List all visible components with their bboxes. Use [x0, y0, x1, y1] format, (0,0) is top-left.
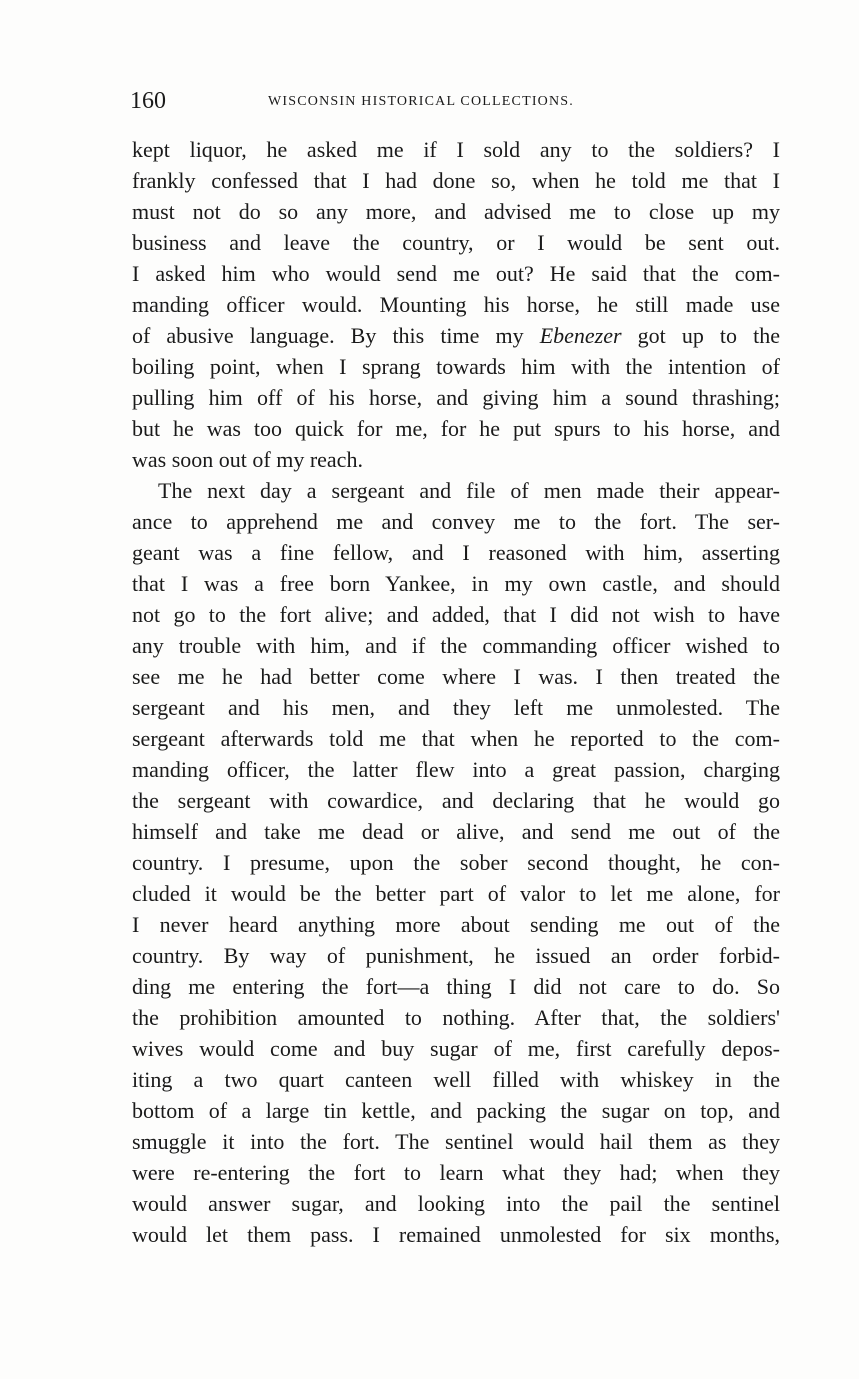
running-head: WISCONSIN HISTORICAL COLLECTIONS.	[268, 94, 574, 109]
text-line: frankly confessed that I had done so, when he told me that I	[132, 168, 780, 193]
italic-word: Ebenezer	[539, 323, 622, 348]
text-line: see me he had better come where I was. I then treated the	[132, 664, 780, 689]
paragraph-1	[132, 134, 780, 475]
text-line: would answer sugar, and looking into the pail the sentinel	[132, 1191, 780, 1216]
text-line: any trouble with him, and if the commanding officer wished to	[132, 633, 780, 658]
text-line: was soon out of my reach.	[132, 447, 363, 472]
text-line: boiling point, when I sprang towards him with the intention of	[132, 354, 780, 379]
text-line: iting a two quart canteen well filled with whiskey in the	[132, 1067, 780, 1092]
text-line: that I was a free born Yankee, in my own castle, and should	[132, 571, 780, 596]
text-line: were re-entering the fort to learn what they had; when they	[132, 1160, 780, 1185]
text-line: the sergeant with cowardice, and declaring that he would go	[132, 788, 780, 813]
text-line: cluded it would be the better part of valor to let me alone, for	[132, 881, 780, 906]
text-line: The next day a sergeant and file of men made their appear-	[158, 478, 780, 503]
text-line: but he was too quick for me, for he put spurs to his horse, and	[132, 416, 780, 441]
text-line: I never heard anything more about sending me out of the	[132, 912, 780, 937]
text-line: geant was a fine fellow, and I reasoned with him, asserting	[132, 540, 780, 565]
text-line: must not do so any more, and advised me to close up my	[132, 199, 780, 224]
text-line: kept liquor, he asked me if I sold any to the soldiers? I	[132, 137, 780, 162]
text-line: sergeant afterwards told me that when he reported to the com-	[132, 726, 780, 751]
text-line: bottom of a large tin kettle, and packing the sugar on top, and	[132, 1098, 780, 1123]
text-line: sergeant and his men, and they left me unmolested. The	[132, 695, 780, 720]
page-header	[130, 86, 780, 116]
text-line: I asked him who would send me out? He said that the com-	[132, 261, 780, 286]
text-line: of abusive language. By this time my Ebenezer got up to the	[132, 323, 780, 348]
text-line: ding me entering the fort—a thing I did not care to do. So	[132, 974, 780, 999]
text-line: business and leave the country, or I would be sent out.	[132, 230, 780, 255]
text-line: ance to apprehend me and convey me to the fort. The ser-	[132, 509, 780, 534]
text-line: himself and take me dead or alive, and send me out of the	[132, 819, 780, 844]
text-line: manding officer, the latter flew into a great passion, charging	[132, 757, 780, 782]
text-line: not go to the fort alive; and added, that I did not wish to have	[132, 602, 780, 627]
text-line: manding officer would. Mounting his horse, he still made use	[132, 292, 780, 317]
text-line: country. By way of punishment, he issued an order forbid-	[132, 943, 780, 968]
text-line: pulling him off of his horse, and giving him a sound thrashing;	[132, 385, 780, 410]
text-line: country. I presume, upon the sober second thought, he con-	[132, 850, 780, 875]
paragraph-2	[132, 475, 780, 1250]
body-text	[132, 134, 780, 1250]
text-line: the prohibition amounted to nothing. After that, the soldiers'	[132, 1005, 780, 1030]
text-line: would let them pass. I remained unmolested for six months,	[132, 1222, 780, 1247]
text-line: wives would come and buy sugar of me, first carefully depos-	[132, 1036, 780, 1061]
text-line: smuggle it into the fort. The sentinel would hail them as they	[132, 1129, 780, 1154]
page-number: 160	[130, 88, 166, 114]
